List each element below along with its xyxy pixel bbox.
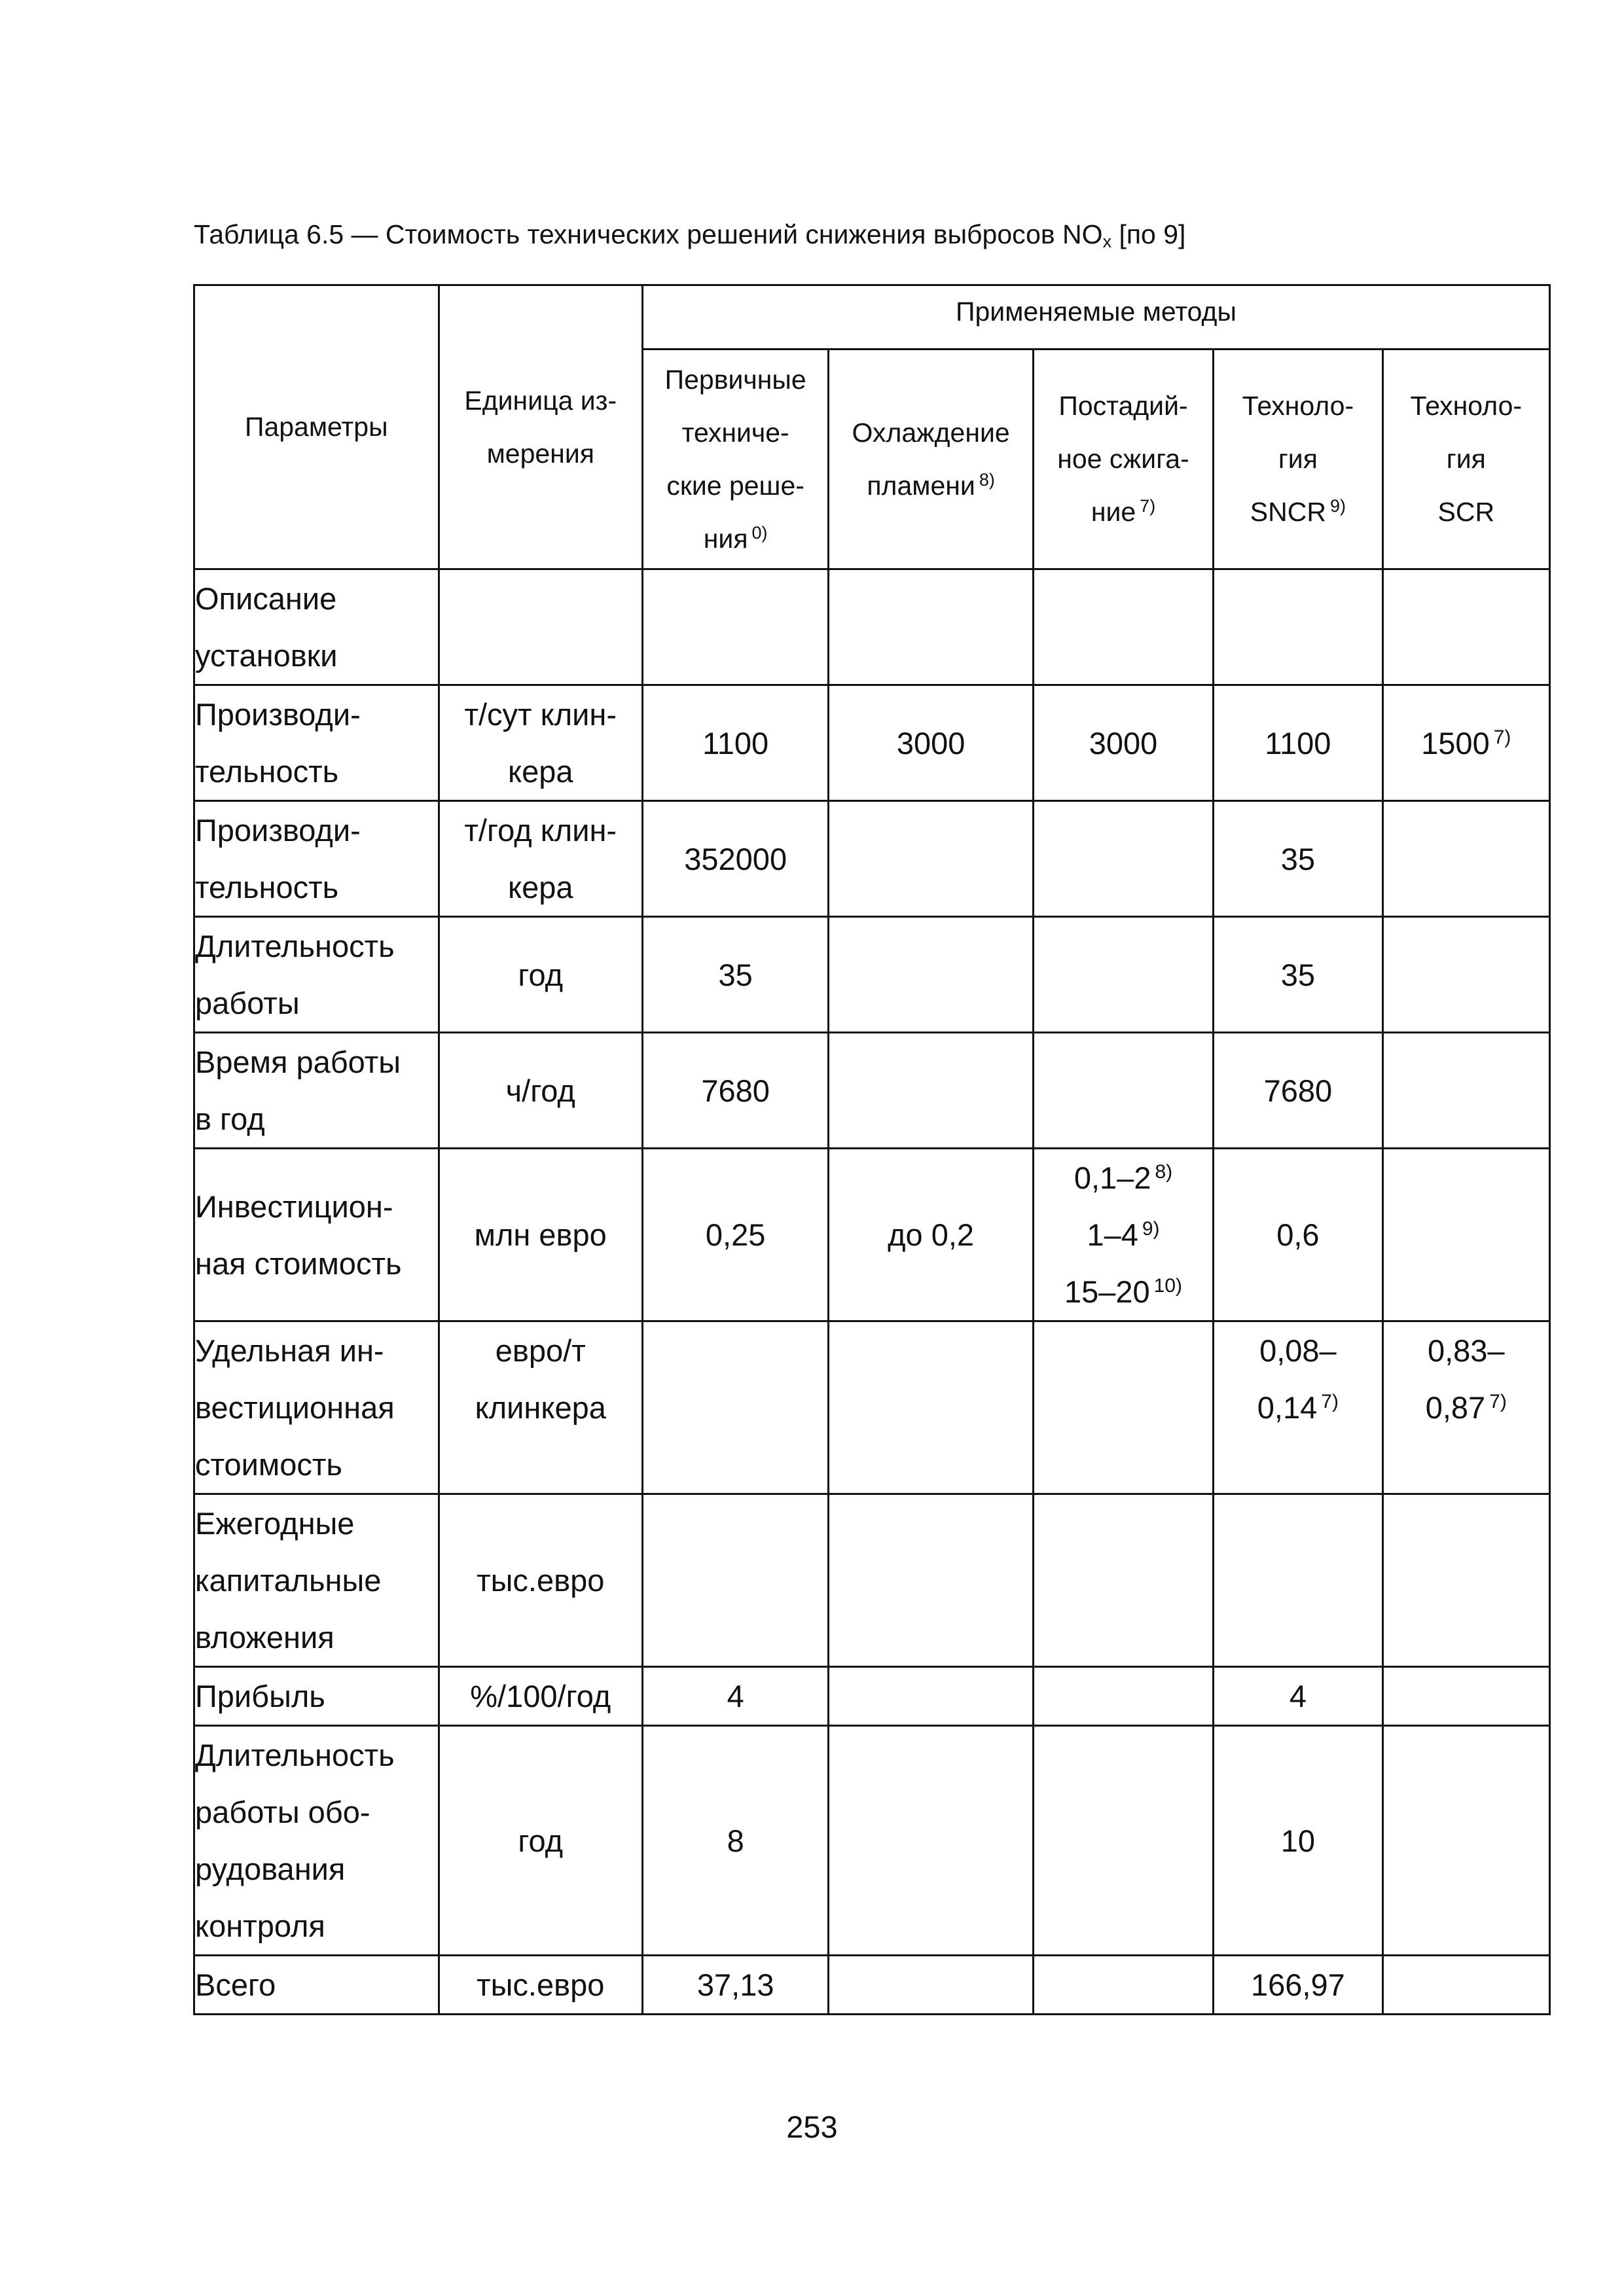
cell-staged: [1033, 1494, 1213, 1667]
header-method-scr: Техноло- гия SCR: [1382, 350, 1549, 569]
cell-primary: 7680: [642, 1033, 828, 1149]
row-param: Прибыль: [194, 1667, 439, 1726]
cell-staged: [1033, 1667, 1213, 1726]
table-row: [194, 1956, 1550, 2015]
table-row: [194, 1667, 1550, 1726]
row-unit: год: [439, 1726, 642, 1956]
cell-flame-cooling: [829, 801, 1033, 917]
row-unit: ч/год: [439, 1033, 642, 1149]
cell-sncr: 1100: [1214, 685, 1382, 801]
header-method-sncr: Техноло- гия SNCR $^{9)}$: [1214, 350, 1382, 569]
table-row: [194, 1494, 1550, 1667]
table-row: [194, 1033, 1550, 1149]
cell-flame-cooling: [829, 569, 1033, 685]
cell-sncr: 4: [1214, 1667, 1382, 1726]
cell-staged: [1033, 1033, 1213, 1149]
table-caption: Таблица 6.5 — Стоимость технических решений снижения выбросов $NO_x$ [по 9]: [194, 219, 1186, 251]
cell-flame-cooling: [829, 1033, 1033, 1149]
cell-sncr: 10: [1214, 1726, 1382, 1956]
page-number: 253: [786, 2109, 838, 2144]
cell-staged: [1033, 1726, 1213, 1956]
row-param: Инвестицион- ная стоимость: [194, 1149, 439, 1321]
cell-sncr: 0,08– 0,14 $^{7)}$: [1214, 1321, 1382, 1494]
cell-primary: 37,13: [642, 1956, 828, 2015]
header-method-staged-combustion: Постадий- ное сжига- ние $^{7)}$: [1033, 350, 1213, 569]
cell-flame-cooling: 3000: [829, 685, 1033, 801]
cell-flame-cooling: [829, 1726, 1033, 1956]
footnote-mark: 7): [1493, 726, 1511, 748]
footnote-mark: 7): [1489, 1391, 1507, 1412]
cell-staged: [1033, 569, 1213, 685]
row-param: Длительность работы обо- рудования контроля: [194, 1726, 439, 1956]
cell-sncr: [1214, 569, 1382, 685]
cell-sncr: 166,97: [1214, 1956, 1382, 2015]
table-row: [194, 685, 1550, 801]
cell-staged: [1033, 917, 1213, 1033]
cell-primary: 35: [642, 917, 828, 1033]
cell-flame-cooling: [829, 917, 1033, 1033]
row-param: Время работы в год: [194, 1033, 439, 1149]
footnote-mark: 8): [1155, 1161, 1173, 1183]
cell-staged: [1033, 1956, 1213, 2015]
cell-scr: [1382, 1149, 1549, 1321]
table-row: [194, 801, 1550, 917]
cell-scr: 0,83– 0,87 $^{7)}$: [1382, 1321, 1549, 1494]
table-row: [194, 1321, 1550, 1494]
row-unit: т/сут клин- кера: [439, 685, 642, 801]
header-method-flame-cooling: Охлаждение пламени $^{8)}$: [829, 350, 1033, 569]
row-unit: год: [439, 917, 642, 1033]
cell-scr: [1382, 569, 1549, 685]
cell-primary: 0,25: [642, 1149, 828, 1321]
cell-primary: 8: [642, 1726, 828, 1956]
row-param: Длительность работы: [194, 917, 439, 1033]
row-param: Производи- тельность: [194, 801, 439, 917]
cell-primary: [642, 1494, 828, 1667]
header-method-primary: Первичные техниче- ские реше- ния $^{0)}$: [642, 350, 828, 569]
cell-sncr: 35: [1214, 801, 1382, 917]
row-unit: евро/т клинкера: [439, 1321, 642, 1494]
row-param: Производи- тельность: [194, 685, 439, 801]
cell-flame-cooling: [829, 1956, 1033, 2015]
row-param: Удельная ин- вестиционная стоимость: [194, 1321, 439, 1494]
cell-primary: 352000: [642, 801, 828, 917]
cell-primary: 4: [642, 1667, 828, 1726]
row-param: Описание установки: [194, 569, 439, 685]
table-row: [194, 569, 1550, 685]
header-parameters: Параметры: [194, 285, 439, 569]
row-param: Всего: [194, 1956, 439, 2015]
cell-scr: [1382, 1667, 1549, 1726]
cell-sncr: 35: [1214, 917, 1382, 1033]
footnote-mark: 9): [1142, 1218, 1160, 1240]
cell-flame-cooling: до 0,2: [829, 1149, 1033, 1321]
row-unit: тыс.евро: [439, 1956, 642, 2015]
cell-scr: [1382, 1494, 1549, 1667]
cost-table: [193, 284, 1551, 2015]
cell-staged: 0,1–2 $^{8)}$ 1–4 $^{9)}$ 15–20 $^{10)}$: [1033, 1149, 1213, 1321]
cell-sncr: 0,6: [1214, 1149, 1382, 1321]
cell-scr: [1382, 801, 1549, 917]
cell-primary: [642, 1321, 828, 1494]
cell-scr: [1382, 1956, 1549, 2015]
table-row: [194, 917, 1550, 1033]
cell-sncr: [1214, 1494, 1382, 1667]
cell-flame-cooling: [829, 1321, 1033, 1494]
cell-flame-cooling: [829, 1494, 1033, 1667]
cell-sncr: 7680: [1214, 1033, 1382, 1149]
table-row: [194, 1726, 1550, 1956]
row-unit: млн евро: [439, 1149, 642, 1321]
header-unit: Единица из- мерения: [439, 285, 642, 569]
cell-scr: [1382, 1033, 1549, 1149]
row-unit: т/год клин- кера: [439, 801, 642, 917]
footnote-mark: 7): [1321, 1391, 1339, 1412]
table-row: [194, 1149, 1550, 1321]
cell-primary: [642, 569, 828, 685]
cell-scr: 1500 $^{7)}$: [1382, 685, 1549, 801]
cell-scr: [1382, 1726, 1549, 1956]
row-unit: тыс.евро: [439, 1494, 642, 1667]
footnote-mark: 10): [1153, 1275, 1183, 1297]
cell-staged: [1033, 801, 1213, 917]
cell-staged: 3000: [1033, 685, 1213, 801]
cell-scr: [1382, 917, 1549, 1033]
cell-primary: 1100: [642, 685, 828, 801]
row-unit: [439, 569, 642, 685]
header-methods-title: Применяемые методы: [642, 285, 1549, 350]
row-param: Ежегодные капитальные вложения: [194, 1494, 439, 1667]
cell-staged: [1033, 1321, 1213, 1494]
row-unit: %/100/год: [439, 1667, 642, 1726]
cell-flame-cooling: [829, 1667, 1033, 1726]
